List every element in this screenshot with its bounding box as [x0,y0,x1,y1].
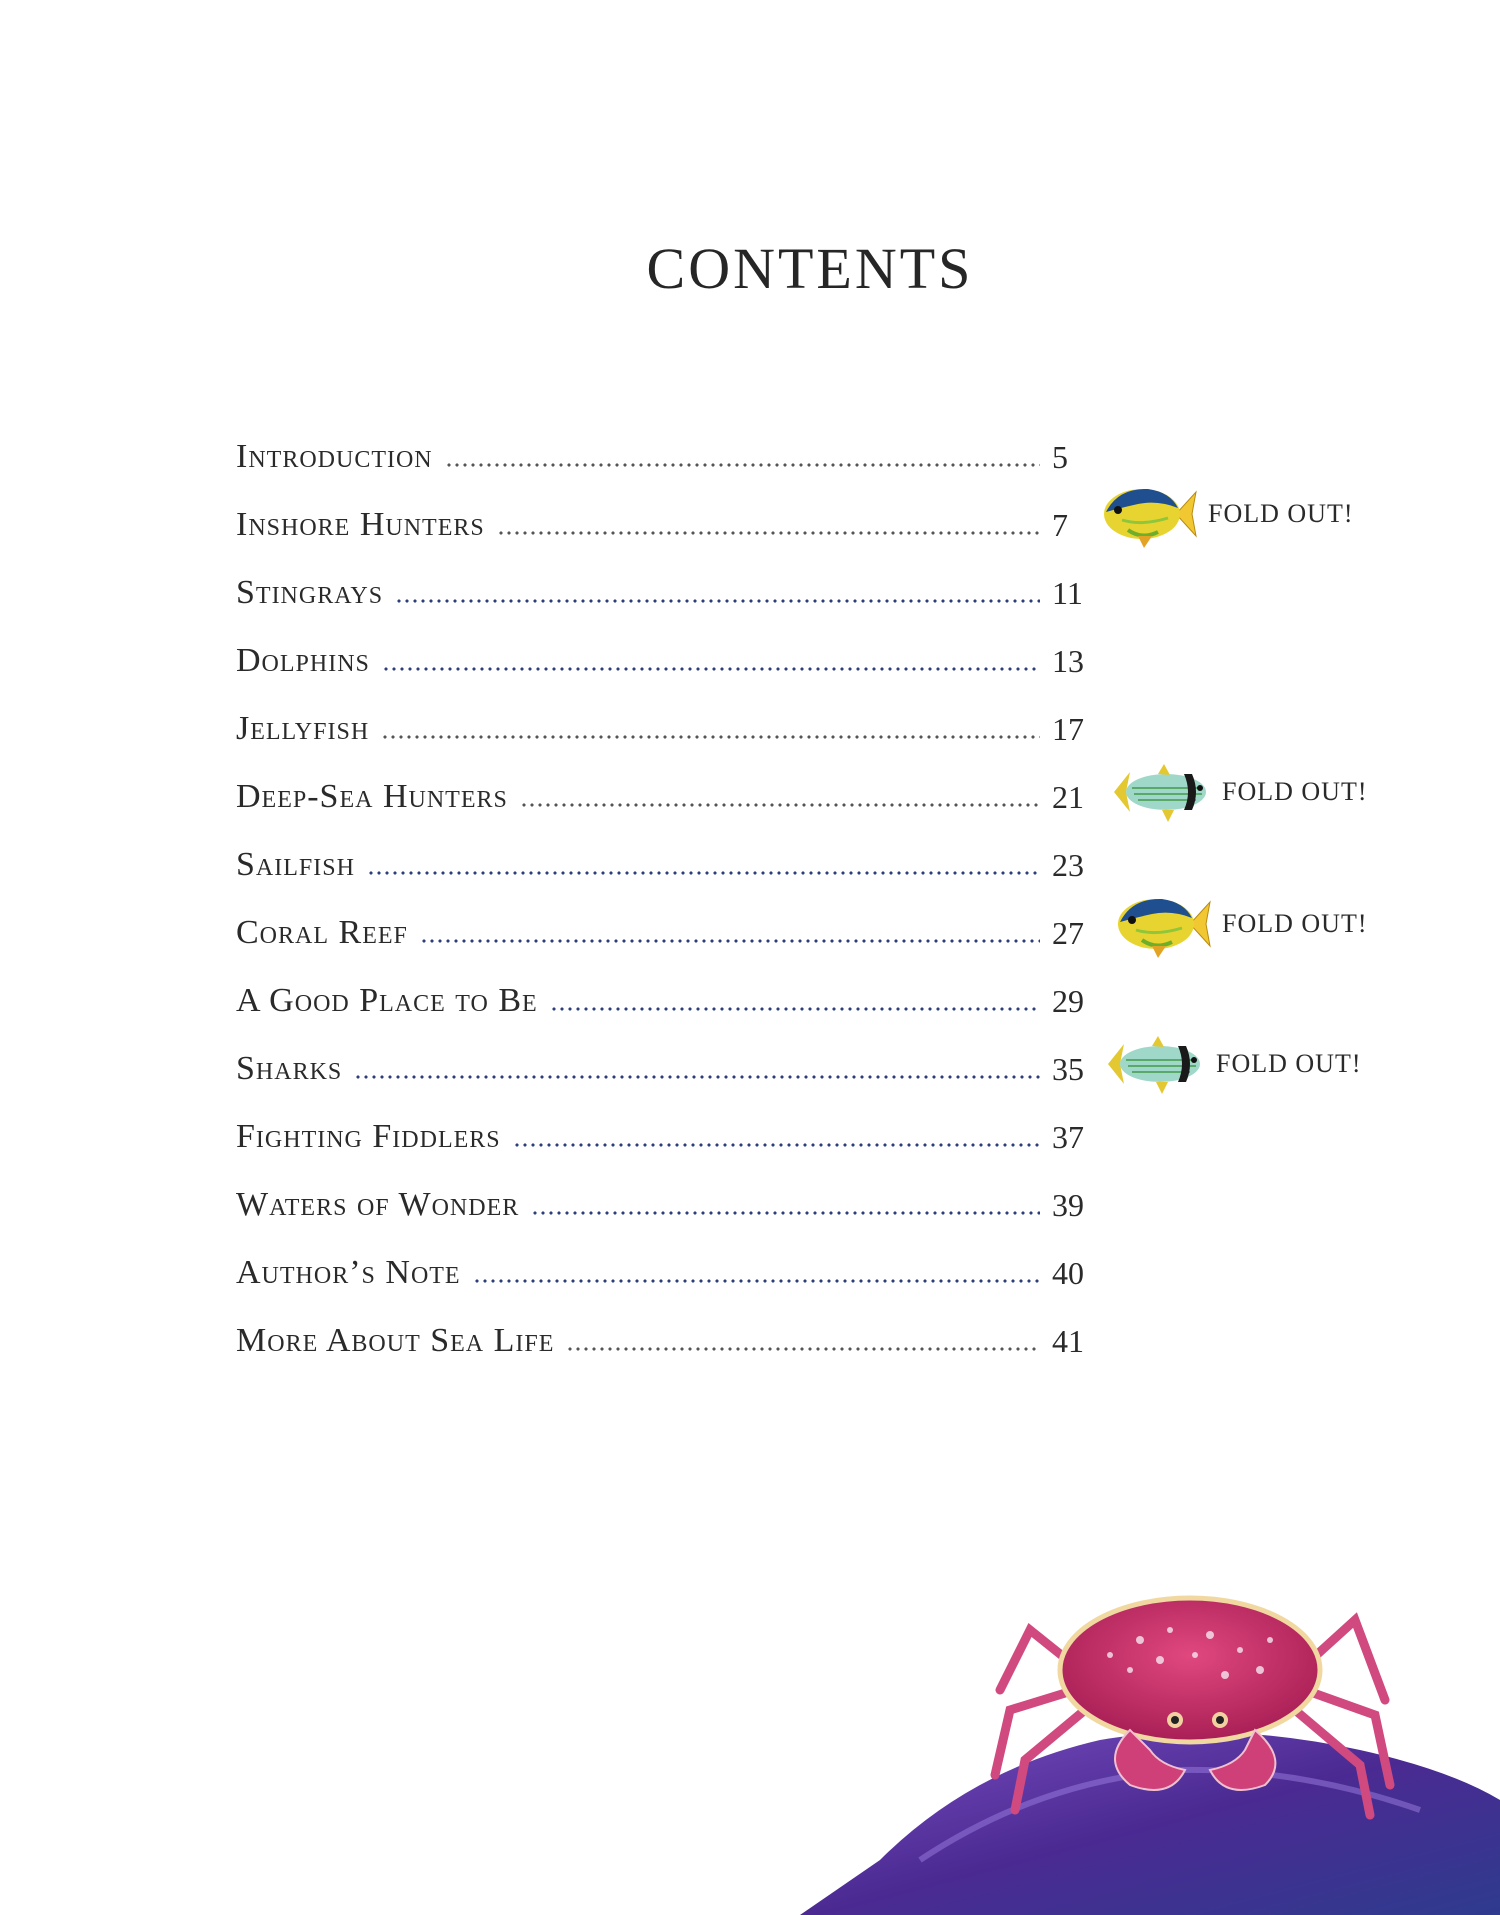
toc-row-introduction[interactable] [236,420,1096,476]
dot-leader [395,599,1040,603]
toc-page-number: 40 [1052,1255,1084,1291]
dot-leader [550,1007,1040,1011]
dot-leader [354,1075,1040,1079]
crab-on-rock-illustration [800,1560,1500,1915]
foldout-marker-inshore-hunters[interactable] [1098,478,1354,550]
toc-page-number: 13 [1052,643,1084,679]
dot-leader [367,871,1040,875]
toc-title: Deep-Sea Hunters [236,778,508,815]
toc-page-number: 41 [1052,1323,1084,1359]
toc-title: A Good Place to Be [236,982,538,1019]
toc-page-number: 11 [1052,575,1083,611]
toc-title: Sailfish [236,846,355,883]
toc-row-a-good-place-to-be[interactable] [236,964,1096,1020]
toc-row-stingrays[interactable] [236,556,1096,612]
toc-row-waters-of-wonder[interactable] [236,1168,1096,1224]
toc-page-number: 21 [1052,779,1084,815]
striped-fish-icon [1112,760,1212,824]
foldout-marker-sharks[interactable] [1106,1032,1362,1096]
toc-row-sharks[interactable] [236,1032,1096,1088]
toc-title: Waters of Wonder [236,1186,520,1223]
page-title: CONTENTS [646,236,974,301]
toc-row-inshore-hunters[interactable] [236,488,1096,544]
dot-leader [513,1143,1040,1147]
toc-row-dolphins[interactable] [236,624,1096,680]
foldout-label: FOLD OUT! [1216,1049,1362,1078]
toc-title: Introduction [236,438,433,475]
blue-yellow-fish-icon [1112,888,1212,960]
toc-row-coral-reef[interactable] [236,896,1096,952]
toc-page-number: 17 [1052,711,1084,747]
dot-leader [381,735,1040,739]
dot-leader [473,1279,1040,1283]
toc-page-number: 39 [1052,1187,1084,1223]
dot-leader [420,939,1040,943]
foldout-label: FOLD OUT! [1222,777,1368,806]
toc-title: Dolphins [236,642,370,679]
toc-row-deep-sea-hunters[interactable] [236,760,1096,816]
toc-page-number: 35 [1052,1051,1084,1087]
toc-page-number: 5 [1052,439,1068,475]
toc-title: Stingrays [236,574,384,611]
blue-yellow-fish-icon [1098,478,1198,550]
dot-leader [531,1211,1040,1215]
toc-title: More About Sea Life [236,1322,555,1359]
toc-row-fighting-fiddlers[interactable] [236,1100,1096,1156]
toc-row-sailfish[interactable] [236,828,1096,884]
striped-fish-icon [1106,1032,1206,1096]
dot-leader [497,531,1040,535]
toc-page-number: 37 [1052,1119,1084,1155]
toc-row-authors-note[interactable] [236,1236,1096,1292]
dot-leader [445,463,1040,467]
dot-leader [520,803,1040,807]
dot-leader [566,1347,1040,1351]
toc-page-number: 7 [1052,507,1068,543]
toc-title: Sharks [236,1050,343,1087]
toc-page-number: 23 [1052,847,1084,883]
foldout-marker-deep-sea-hunters[interactable] [1112,760,1368,824]
foldout-label: FOLD OUT! [1208,499,1354,528]
toc-page-number: 27 [1052,915,1084,951]
toc-title: Jellyfish [236,710,370,747]
toc-title: Inshore Hunters [236,506,485,543]
toc-row-more-about-sea-life[interactable] [236,1304,1096,1360]
foldout-marker-coral-reef[interactable] [1112,888,1368,960]
toc-row-jellyfish[interactable] [236,692,1096,748]
toc-page-number: 29 [1052,983,1084,1019]
dot-leader [382,667,1040,671]
toc-title: Coral Reef [236,914,408,951]
toc-title: Author’s Note [236,1254,461,1291]
foldout-label: FOLD OUT! [1222,909,1368,938]
toc-title: Fighting Fiddlers [236,1118,501,1155]
